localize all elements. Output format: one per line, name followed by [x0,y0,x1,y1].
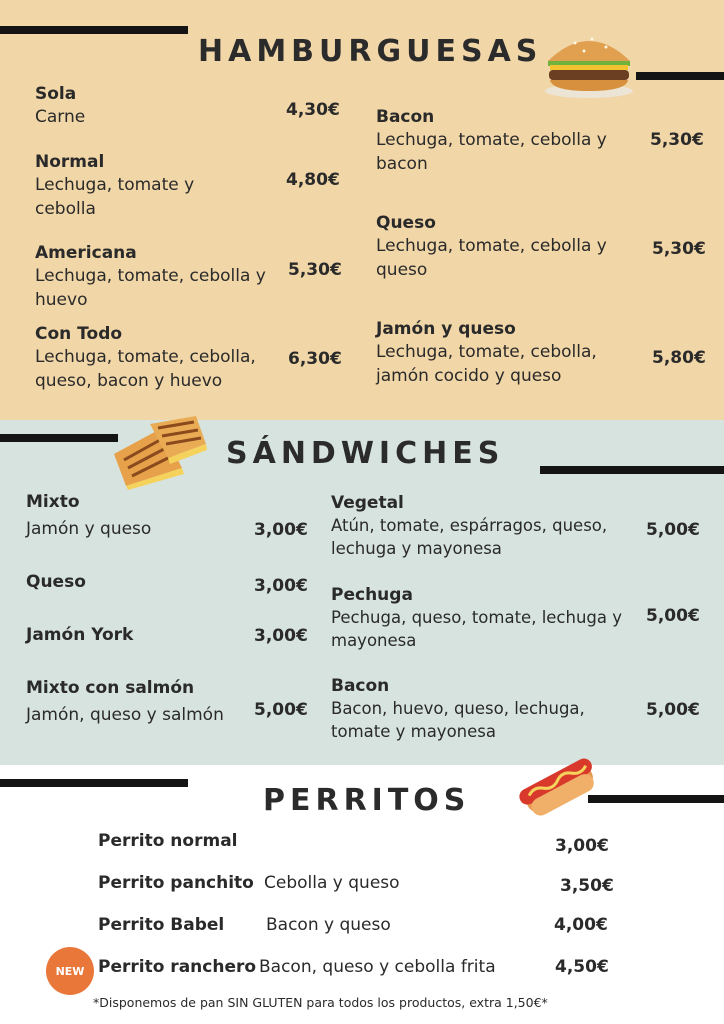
menu-item [376,212,638,282]
item-desc: Bacon, huevo, queso, lechuga, tomate y mayonesa [331,699,585,741]
item-name: Perrito panchito [98,873,254,893]
menu-item [35,83,275,129]
item-price: 4,30€ [286,100,340,120]
item-desc: Jamón y queso [26,519,152,539]
item-name: Normal [35,152,105,172]
menu-item [331,492,631,560]
item-name: Mixto [26,492,80,512]
item-name: Bacon [376,107,435,127]
item-price: 5,00€ [646,700,700,720]
item-desc: Pechuga, queso, tomate, lechuga y mayonesa [331,608,623,650]
item-price: 5,30€ [652,239,706,259]
item-price: 5,30€ [288,260,342,280]
menu-item [35,242,280,312]
item-price: 4,00€ [554,915,608,935]
item-desc: Cebolla y queso [264,873,400,893]
item-price: 5,30€ [650,130,704,150]
section-title: SÁNDWICHES [226,436,505,471]
item-price: 5,00€ [646,606,700,626]
item-name: Queso [26,572,86,592]
item-price: 4,80€ [286,170,340,190]
menu-item [35,151,275,221]
item-desc: Bacon, queso y cebolla frita [259,957,496,977]
hotdog-icon [514,751,602,821]
section-title: PERRITOS [263,783,471,818]
item-price: 5,80€ [652,348,706,368]
hamburguesas-section [0,0,724,420]
divider-bar [540,466,724,474]
item-name: Con Todo [35,324,123,344]
item-desc: Lechuga, tomate, cebolla y bacon [376,130,607,174]
item-desc: Carne [35,107,86,127]
section-title: HAMBURGUESAS [198,34,543,69]
divider-bar [588,795,724,803]
item-name: Vegetal [331,493,404,513]
menu-item [376,318,638,388]
item-desc: Lechuga, tomate, cebolla y queso [376,236,607,280]
item-name: Perrito normal [98,831,238,851]
item-desc: Lechuga, tomate, cebolla, queso, bacon y huevo [35,347,256,391]
item-name: Americana [35,243,137,263]
item-price: 3,50€ [560,876,614,896]
item-price: 3,00€ [254,520,308,540]
menu-item [331,584,643,652]
item-desc: Lechuga, tomate, cebolla y huevo [35,266,266,310]
item-name: Pechuga [331,585,413,605]
menu-item [376,106,638,176]
item-name: Perrito Babel [98,915,225,935]
new-badge-icon: NEW [48,949,92,993]
item-price: 5,00€ [646,520,700,540]
item-name: Queso [376,213,436,233]
item-price: 6,30€ [288,349,342,369]
divider-bar [0,26,188,34]
item-name: Sola [35,84,77,104]
item-desc: Lechuga, tomate, cebolla, jamón cocido y queso [376,342,597,386]
item-desc: Bacon y queso [266,915,391,935]
footnote: *Disponemos de pan SIN GLUTEN para todos los productos, extra 1,50€* [93,995,548,1010]
item-name: Jamón y queso [376,319,516,339]
sandwiches-section [0,420,724,765]
item-desc: Atún, tomate, espárragos, queso, lechuga y mayonesa [331,516,608,558]
menu-item [331,675,621,743]
item-name: Jamón York [26,625,134,645]
item-name: Perrito ranchero [98,957,257,977]
burger-icon [540,25,638,101]
divider-bar [636,72,724,80]
item-price: 3,00€ [254,626,308,646]
item-price: 3,00€ [555,836,609,856]
item-price: 5,00€ [254,700,308,720]
item-price: 3,00€ [254,576,308,596]
item-desc: Jamón, queso y salmón [26,705,224,725]
item-name: Bacon [331,676,390,696]
sandwich-icon [106,414,210,490]
item-desc: Lechuga, tomate y cebolla [35,175,195,219]
menu-item [35,323,280,393]
item-price: 4,50€ [555,957,609,977]
divider-bar [0,434,118,442]
item-name: Mixto con salmón [26,678,195,698]
divider-bar [0,779,188,787]
perritos-section [0,765,724,1024]
